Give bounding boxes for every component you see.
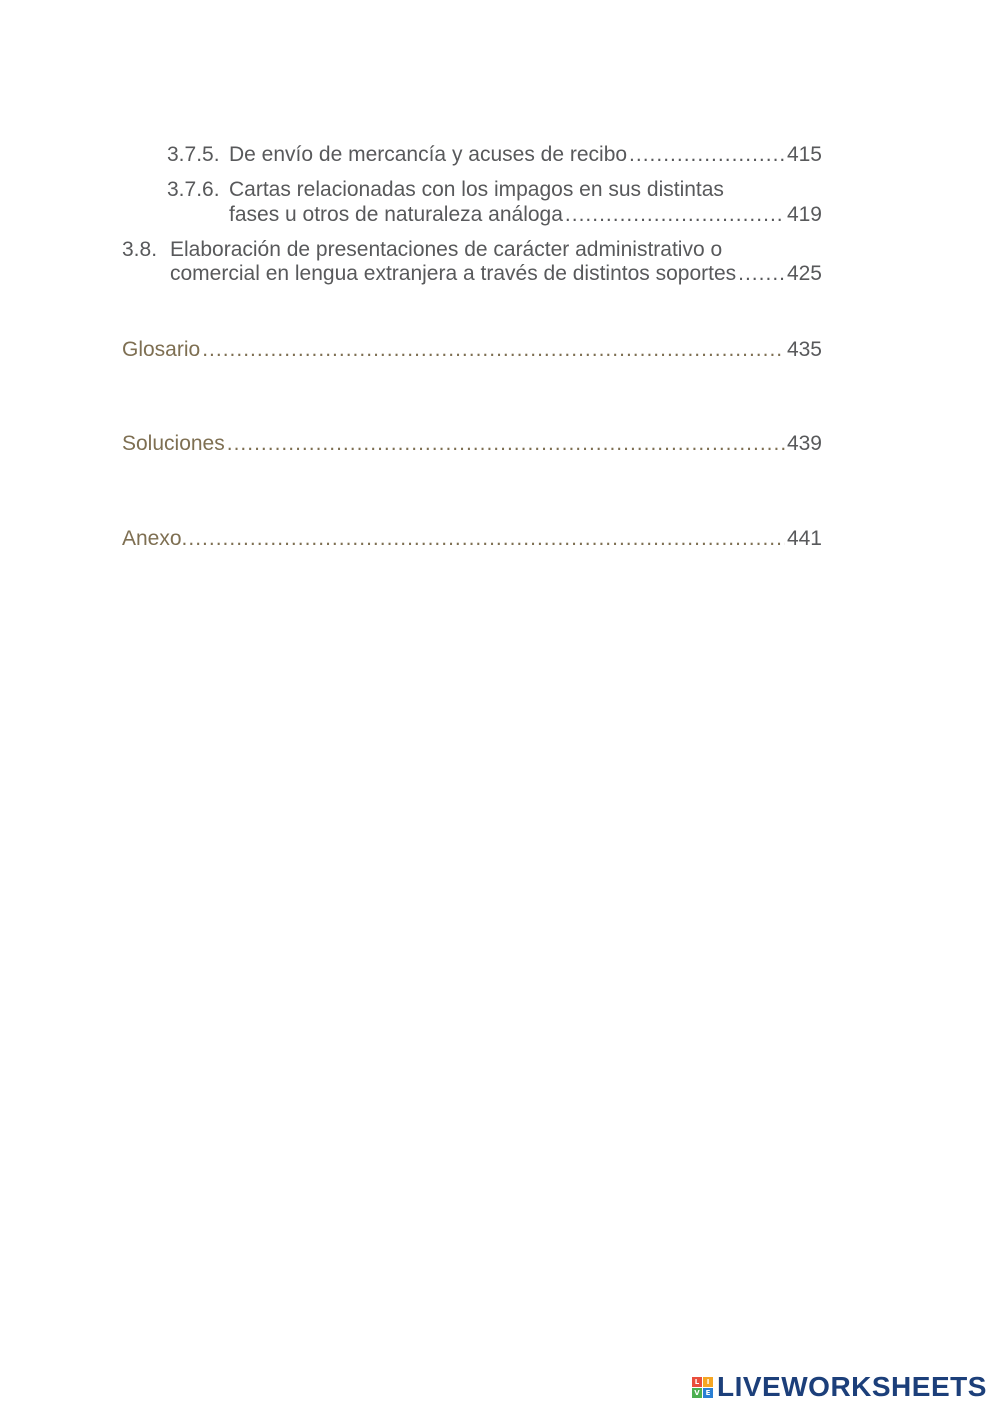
liveworksheets-mark-icon [692,1377,713,1398]
toc-entry-title: De envío de mercancía y acuses de recibo [229,143,628,166]
toc-entry-page: 425 [786,262,822,285]
toc-leader-dots [202,338,785,362]
mark-letter: V [692,1388,702,1398]
mark-letter: E [703,1388,713,1398]
toc-entry-3-8 [170,262,822,286]
toc-leader-dots [738,262,785,286]
toc-entry-number: 3.8. [122,238,158,261]
toc-entry-page: 415 [786,143,822,166]
liveworksheets-wordmark: LIVEWORKSHEETS [717,1371,987,1402]
mark-letter: I [703,1377,713,1387]
toc-leader-dots [629,143,785,167]
toc-entry-title: Cartas relacionadas con los impagos en sus distintas [229,178,724,201]
toc-entry-3-7-6 [229,203,822,227]
toc-entry-title: Soluciones [122,432,225,455]
toc-leader-dots [565,203,785,227]
toc-entry-title-cont: comercial en lengua extranjera a través de distintos soportes [170,262,737,285]
toc-entry-page: 439 [786,432,822,455]
mark-letter: L [692,1377,702,1387]
toc-entry-page: 419 [786,203,822,226]
toc-entry-anexo [122,527,822,551]
toc-entry-3-7-6-line1 [167,178,724,202]
toc-entry-number: 3.7.5. [167,143,220,166]
toc-entry-3-8-line1 [122,238,722,262]
toc-entry-title: Elaboración de presentaciones de carácter administrativo o [170,238,723,261]
toc-leader-dots [182,527,785,551]
toc-entry-3-7-5 [167,143,822,167]
toc-entry-title: Anexo [122,527,182,550]
toc-leader-dots [227,432,785,456]
toc-entry-soluciones [122,432,822,456]
toc-entry-glosario [122,338,822,362]
toc-entry-title: Glosario [122,338,201,361]
toc-entry-page: 435 [786,338,822,361]
toc-entry-number: 3.7.6. [167,178,220,201]
liveworksheets-logo [692,1372,987,1402]
toc-entry-title-cont: fases u otros de naturaleza análoga [229,203,563,226]
toc-entry-page: 441 [786,527,822,550]
